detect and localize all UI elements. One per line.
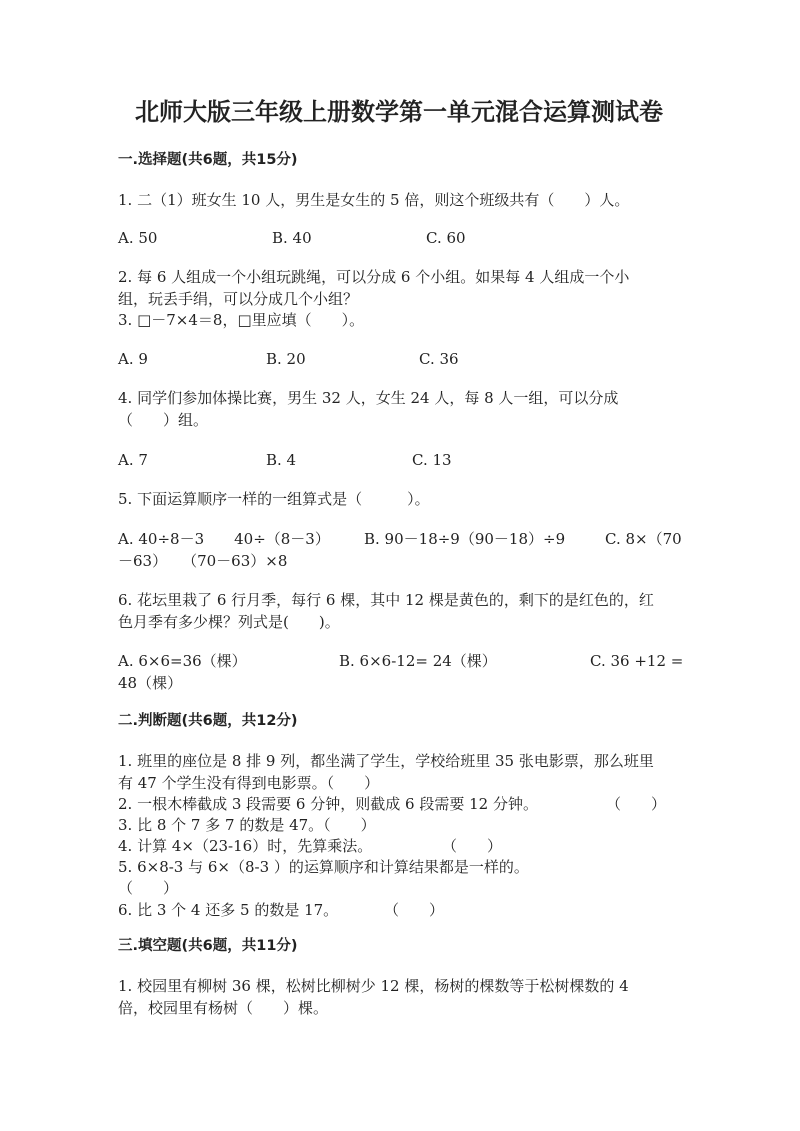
option-c: C. 13: [412, 451, 452, 469]
question-text: 2. 每 6 人组成一个小组玩跳绳，可以分成 6 个小组。如果每 4 人组成一个小: [118, 268, 630, 286]
option-a: A. 7: [118, 451, 148, 469]
question-text: 3. □－7×4＝8，□里应填（ ）。: [118, 311, 365, 329]
question-text: 6. 比 3 个 4 还多 5 的数是 17。: [118, 901, 339, 919]
question-text: 1. 二（1）班女生 10 人，男生是女生的 5 倍，则这个班级共有（ ）人。: [118, 191, 630, 209]
question-text: 2. 一根木棒截成 3 段需要 6 分钟，则截成 6 段需要 12 分钟。: [118, 795, 538, 813]
option-b: B. 90－18÷9（90－18）÷9: [364, 530, 566, 548]
question-text: 倍，校园里有杨树（ ）棵。: [118, 999, 329, 1017]
answer-bracket: （ ）: [384, 901, 445, 919]
option-c: C. 8×（70: [605, 530, 682, 548]
answer-bracket: （ ）: [118, 879, 179, 897]
option-c: C. 60: [426, 229, 466, 247]
option-a: A. 9: [118, 350, 148, 368]
question-text: 6. 花坛里栽了 6 行月季，每行 6 棵，其中 12 棵是黄色的，剩下的是红色的，红: [118, 591, 654, 609]
question-text: 色月季有多少棵？列式是( )。: [118, 613, 340, 631]
option-b: B. 4: [266, 451, 297, 469]
question-text: 5. 下面运算顺序一样的一组算式是（ ）。: [118, 490, 430, 508]
question-text: 4. 计算 4×（23-16）时，先算乘法。: [118, 837, 373, 855]
page-title: 北师大版三年级上册数学第一单元混合运算测试卷: [135, 97, 663, 126]
option-a: A. 50: [118, 229, 158, 247]
option-c: C. 36 +12 =: [590, 652, 684, 670]
option-a: A. 6×6=36（棵）: [118, 652, 247, 670]
question-text: 1. 校园里有柳树 36 棵，松树比柳树少 12 棵，杨树的棵数等于松树棵数的 4: [118, 977, 629, 995]
question-text: 3. 比 8 个 7 多 7 的数是 47。（ ）: [118, 816, 376, 834]
question-text: 1. 班里的座位是 8 排 9 列，都坐满了学生，学校给班里 35 张电影票，那么班里: [118, 752, 654, 770]
question-text: 5. 6×8-3 与 6×（8-3 ）的运算顺序和计算结果都是一样的。: [118, 858, 529, 876]
section-heading-fill-in: 三.填空题(共6题，共11分): [118, 938, 298, 954]
option-b: B. 40: [272, 229, 312, 247]
question-text: 组，玩丢手绢，可以分成几个小组？: [118, 290, 359, 308]
answer-bracket: （ ）: [442, 837, 503, 855]
option-a: A. 40÷8－3 40÷（8－3）: [118, 530, 330, 548]
question-text: （ ）组。: [118, 411, 209, 429]
option-c-continued: －63） （70－63）×8: [118, 552, 288, 570]
option-b: B. 20: [266, 350, 306, 368]
option-c: C. 36: [419, 350, 459, 368]
question-text: 有 47 个学生没有得到电影票。（ ）: [118, 774, 380, 792]
option-b: B. 6×6-12= 24（棵）: [339, 652, 497, 670]
answer-bracket: （ ）: [606, 795, 667, 813]
section-heading-judgement: 二.判断题(共6题，共12分): [118, 713, 298, 729]
section-heading-choice: 一.选择题(共6题，共15分): [118, 152, 298, 168]
question-text: 4. 同学们参加体操比赛，男生 32 人，女生 24 人，每 8 人一组，可以分成: [118, 389, 619, 407]
option-c-continued: 48（棵）: [118, 674, 183, 692]
